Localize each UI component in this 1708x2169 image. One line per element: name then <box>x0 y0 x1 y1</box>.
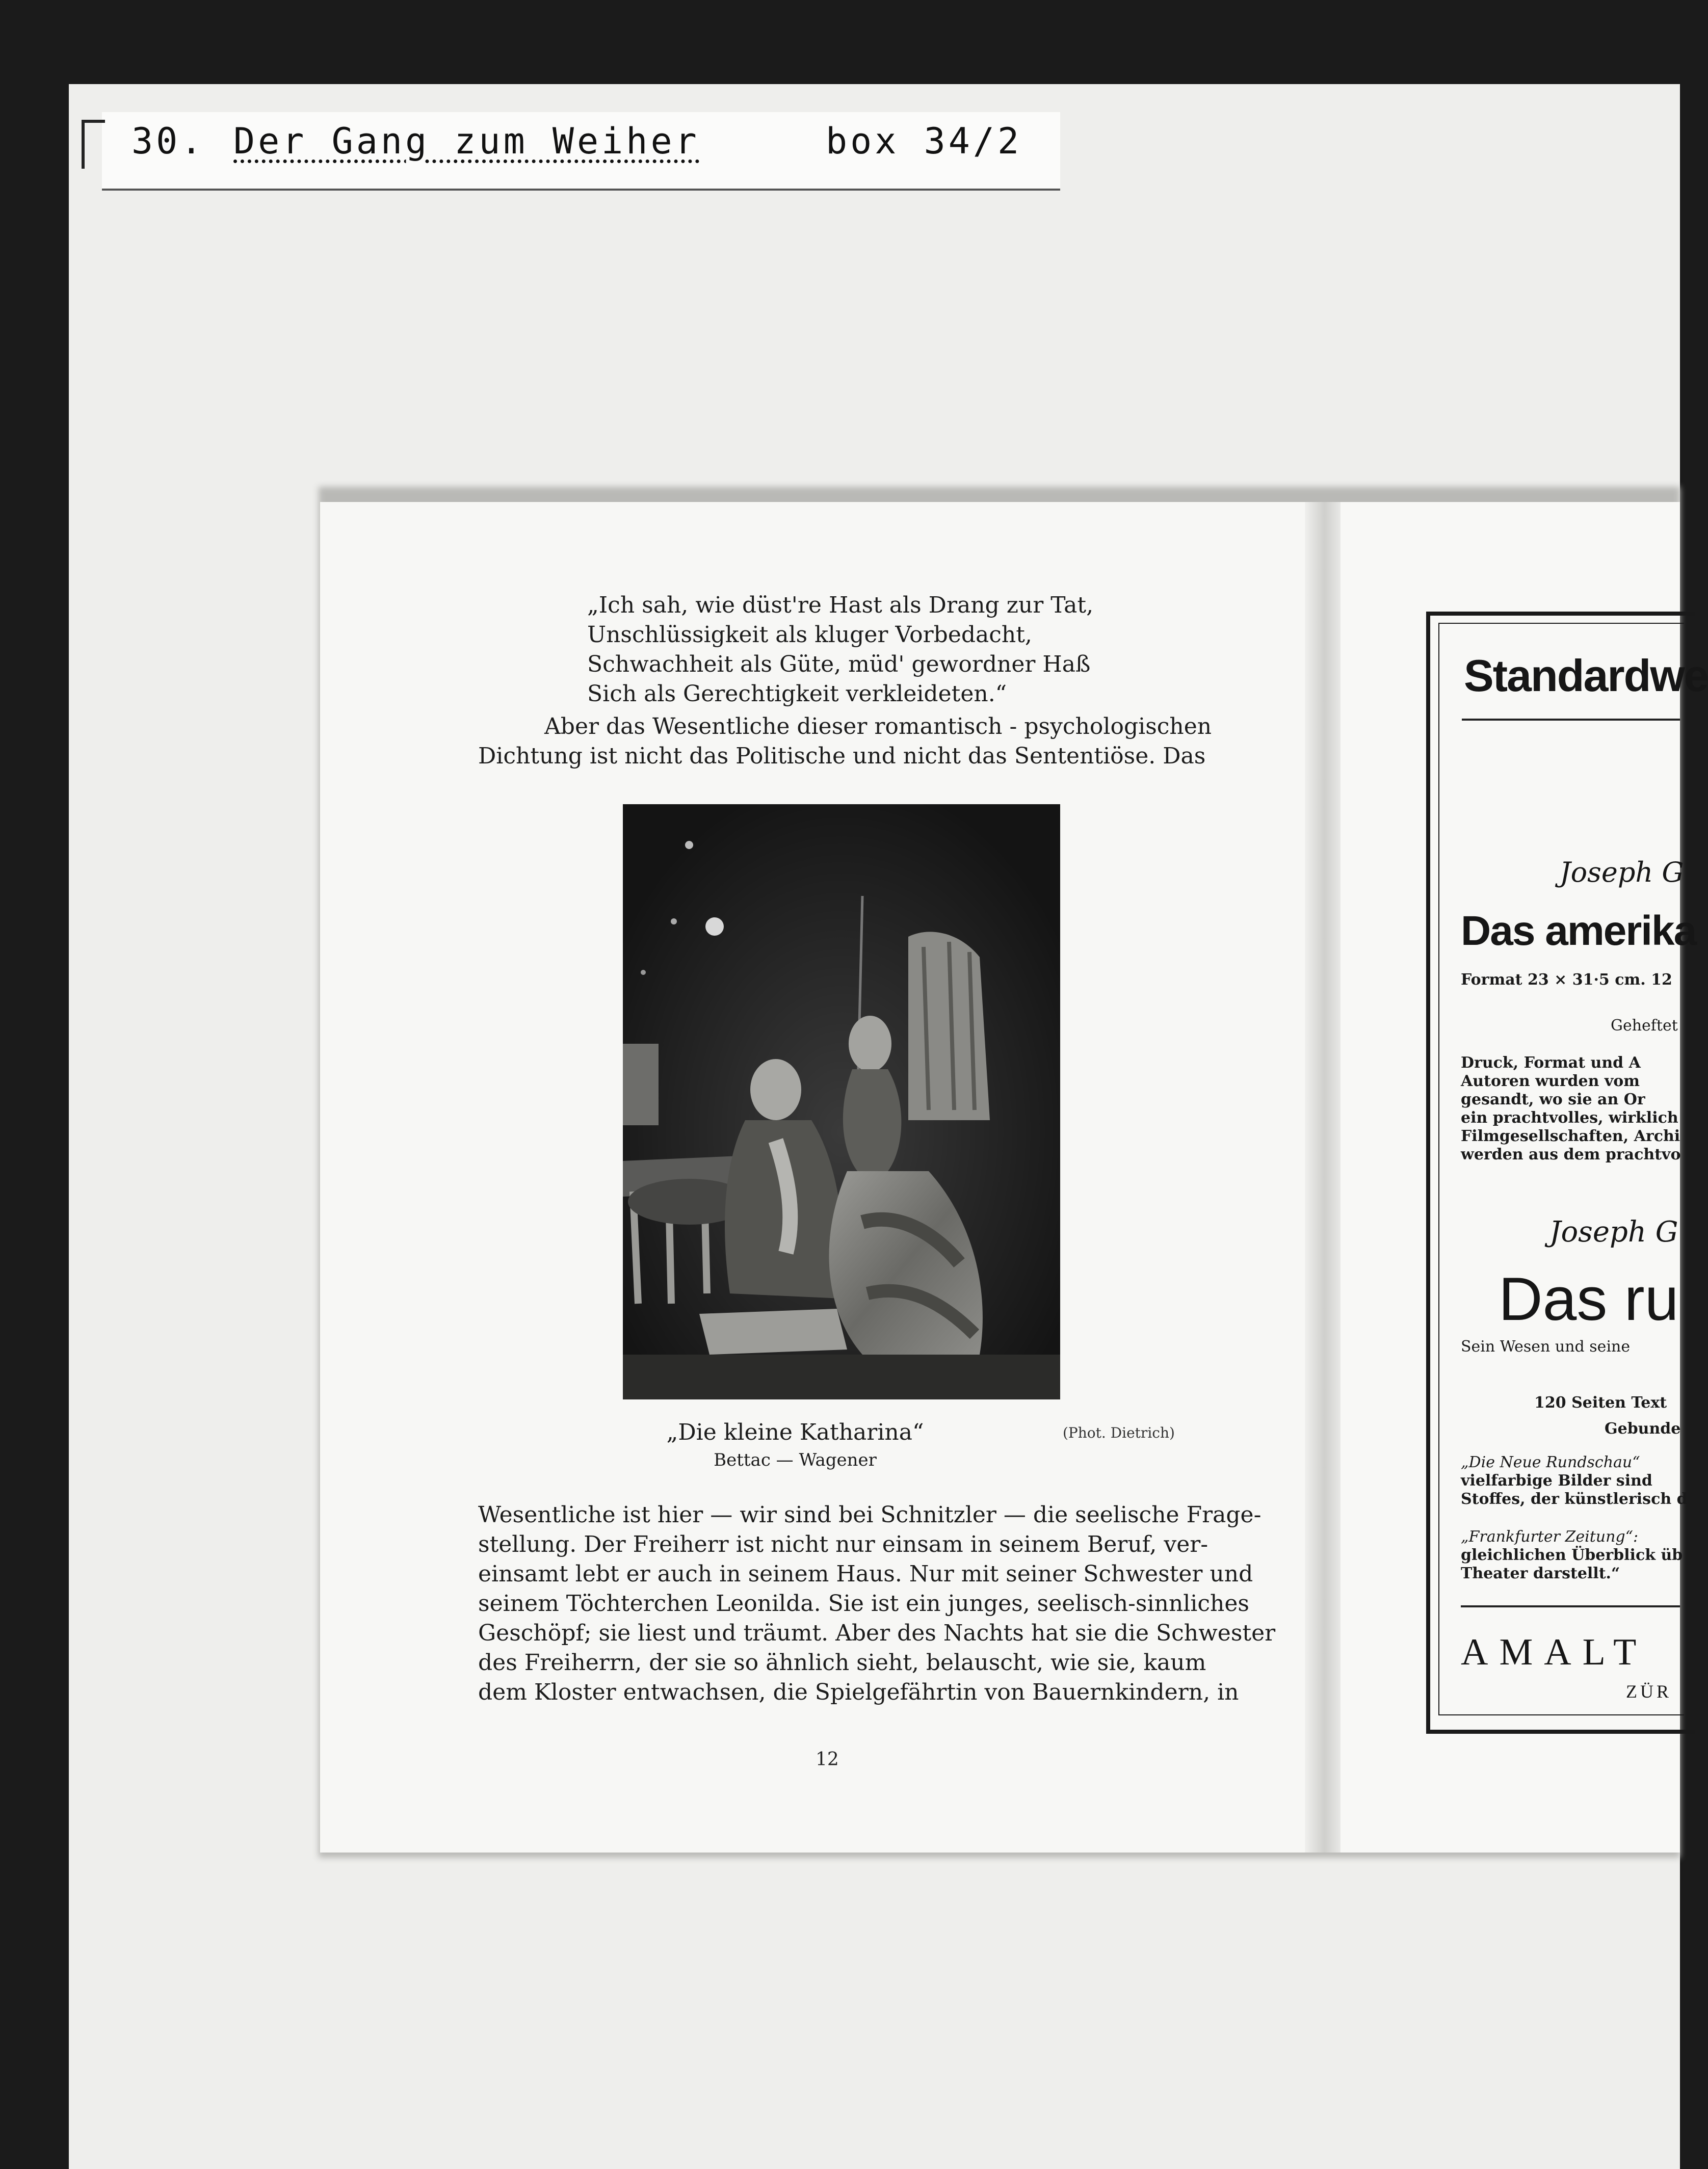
ad-quote-2-line-1: „Frankfurter Zeitung“: <box>1461 1528 1639 1546</box>
ad-pages-2: 120 Seiten Text <box>1534 1394 1667 1412</box>
ad-author-2: Joseph G <box>1549 1215 1678 1249</box>
ad-desc-1-line-3: gesandt, wo sie an Or <box>1461 1091 1645 1108</box>
body-line-below-2: stellung. Der Freiherr ist nicht nur einsam in seinem Beruf, ver- <box>478 1531 1208 1557</box>
ad-binding-1: Geheftet <box>1611 1017 1678 1035</box>
ad-quote-2-line-3: Theater darstellt.“ <box>1461 1565 1620 1582</box>
ad-title-2: Das ru <box>1499 1265 1679 1333</box>
ad-quote-2-line-2: gleichlichen Überblick üb <box>1461 1546 1683 1564</box>
ad-binding-2: Gebunde <box>1605 1420 1681 1438</box>
page-number: 12 <box>816 1749 839 1770</box>
body-line-below-3: einsamt lebt er auch in seinem Haus. Nur mit seiner Schwester und <box>478 1561 1253 1587</box>
ad-desc-1-line-1: Druck, Format und A <box>1461 1054 1641 1072</box>
ad-publisher: AMALT <box>1461 1631 1648 1673</box>
body-line-above-1: Aber das Wesentliche dieser romantisch - psychologischen <box>544 713 1212 739</box>
body-line-above-2: Dichtung ist nicht das Politische und nicht das Sententiöse. Das <box>478 743 1206 769</box>
photo-caption-actors: Bettac — Wagener <box>714 1450 877 1470</box>
stage-scene-image <box>623 804 1060 1399</box>
ad-subtitle-2: Sein Wesen und seine <box>1461 1338 1631 1356</box>
body-line-below-4: seinem Töchterchen Leonilda. Sie ist ein junges, seelisch-sinnliches <box>478 1591 1249 1617</box>
ad-heading-rule <box>1462 719 1680 721</box>
page-gutter <box>1305 502 1341 1853</box>
ad-title-1: Das amerika <box>1461 908 1696 954</box>
ad-publisher-rule <box>1461 1605 1680 1607</box>
ad-quote-1-line-2: vielfarbige Bilder sind <box>1461 1472 1652 1490</box>
photo-credit: (Phot. Dietrich) <box>1063 1424 1175 1441</box>
ad-quote-1-line-3: Stoffes, der künstlerisch d <box>1461 1490 1688 1508</box>
body-line-below-1: Wesentliche ist hier — wir sind bei Schnitzler — die seelische Frage- <box>478 1502 1262 1528</box>
ad-quote-1-line-1: „Die Neue Rundschau“ <box>1461 1453 1640 1471</box>
poem-line-2: Unschlüssigkeit als kluger Vorbedacht, <box>587 622 1032 648</box>
ad-heading: Standardwe <box>1464 650 1708 701</box>
body-line-below-7: dem Kloster entwachsen, die Spielgefährtin von Bauernkindern, in <box>478 1679 1239 1705</box>
ad-publisher-city: ZÜR <box>1626 1681 1672 1702</box>
photo-caption-title: „Die kleine Katharina“ <box>666 1419 924 1445</box>
poem-line-3: Schwachheit als Güte, müd' gewordner Haß <box>587 651 1091 677</box>
ad-desc-1-line-5: Filmgesellschaften, Archi <box>1461 1127 1680 1145</box>
body-line-below-6: des Freiherrn, der sie so ähnlich sieht, belauscht, wie sie, kaum <box>478 1650 1206 1676</box>
corner-bracket-mark <box>82 120 105 169</box>
poem-line-4: Sich als Gerechtigkeit verkleideten.“ <box>587 681 1007 707</box>
archive-label-title: Der Gang zum Weiher <box>233 120 700 162</box>
ad-format: Format 23 × 31·5 cm. 12 <box>1461 971 1672 989</box>
archive-label-box: box 34/2 <box>826 120 1022 162</box>
stage-photograph <box>623 804 1060 1399</box>
body-line-below-5: Geschöpf; sie liest und träumt. Aber des Nachts hat sie die Schwester <box>478 1620 1276 1646</box>
poem-line-1: „Ich sah, wie düst're Hast als Drang zur Tat, <box>587 592 1094 618</box>
archive-label-number: 30. <box>132 120 205 162</box>
ad-desc-1-line-4: ein prachtvolles, wirklich <box>1461 1109 1678 1127</box>
ad-author-1: Joseph G <box>1560 856 1684 888</box>
ad-desc-1-line-6: werden aus dem prachtvo <box>1461 1146 1681 1163</box>
ad-desc-1-line-2: Autoren wurden vom <box>1461 1072 1640 1090</box>
